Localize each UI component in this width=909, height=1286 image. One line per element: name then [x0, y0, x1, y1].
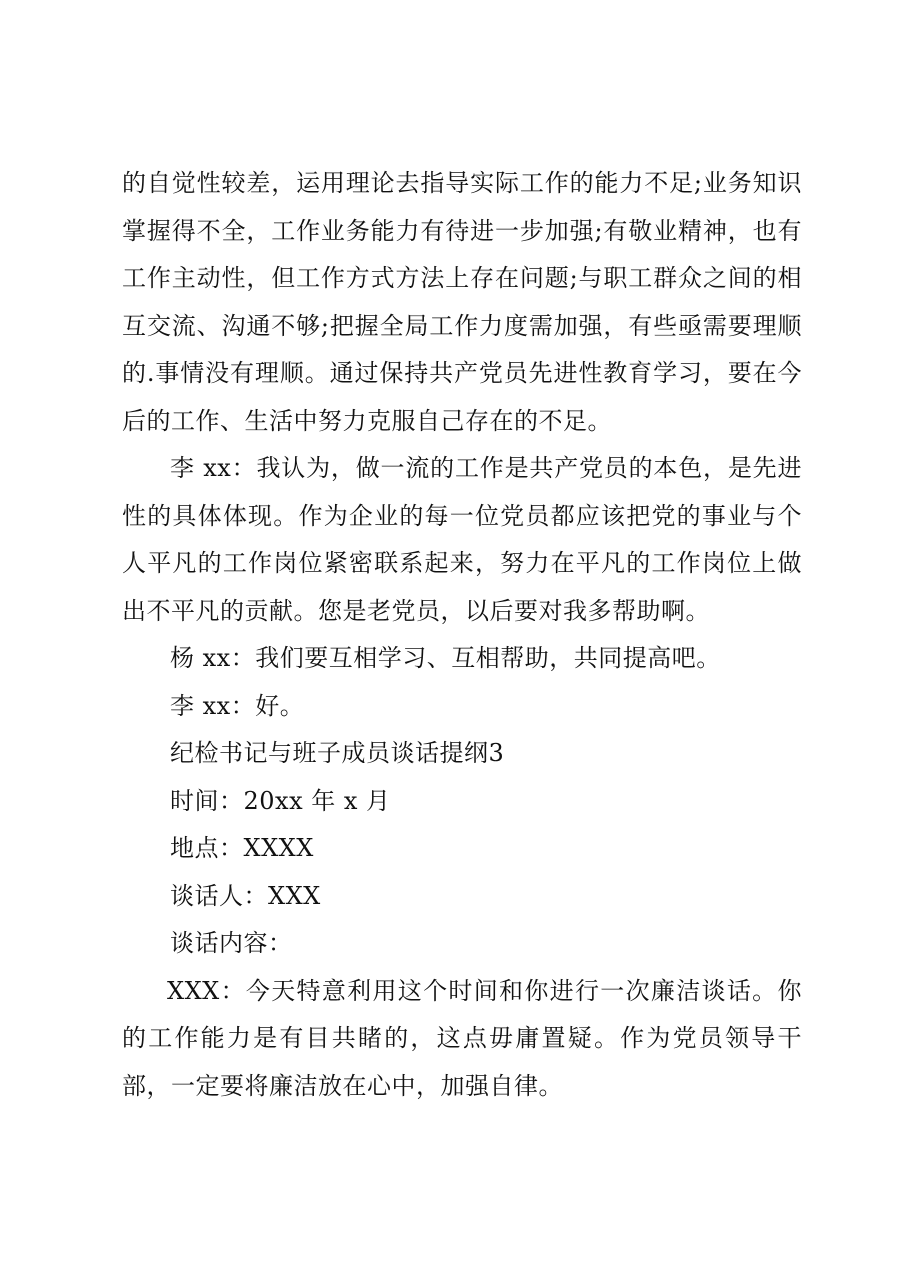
- document-body: [122, 160, 802, 1110]
- paragraph-li-reply: 李 xx：好。: [170, 691, 305, 720]
- meeting-location: 地点：XXXX: [170, 834, 314, 862]
- meeting-time: 时间：20xx 年 x 月: [170, 786, 391, 815]
- section-heading: 纪检书记与班子成员谈话提纲3: [170, 739, 505, 767]
- meeting-speaker: 谈话人：XXX: [170, 881, 321, 910]
- meeting-content-label: 谈话内容：: [170, 929, 293, 957]
- paragraph-self-assessment: 的自觉性较差，运用理论去指导实际工作的能力不足;业务知识掌握得不全，工作业务能力有待进一步加强;有敬业精神，也有工作主动性，但工作方式方法上存在问题;与职工群众之间的相互交流、沟通不够;把握全局工作力度需加强，有些亟需要理顺的.事情没有理顺。通过保持共产党员先进性教育学习，要在今后的工作、生活中努力克服自己存在的不足。: [122, 169, 802, 435]
- paragraph-yang-reply: 杨 xx：我们要互相学习、互相帮助，共同提高吧。: [170, 644, 721, 672]
- paragraph-li-statement: 李 xx：我认为，做一流的工作是共产党员的本色，是先进性的具体体现。作为企业的每一位党员都应该把党的事业与个人平凡的工作岗位紧密联系起来，努力在平凡的工作岗位上做出不平凡的贡献。您是老党员，以后要对我多帮助啊。: [122, 454, 802, 625]
- paragraph-xxx-statement: XXX：今天特意利用这个时间和你进行一次廉洁谈话。你的工作能力是有目共睹的，这点毋庸置疑。作为党员领导干部，一定要将廉洁放在心中，加强自律。: [122, 976, 802, 1100]
